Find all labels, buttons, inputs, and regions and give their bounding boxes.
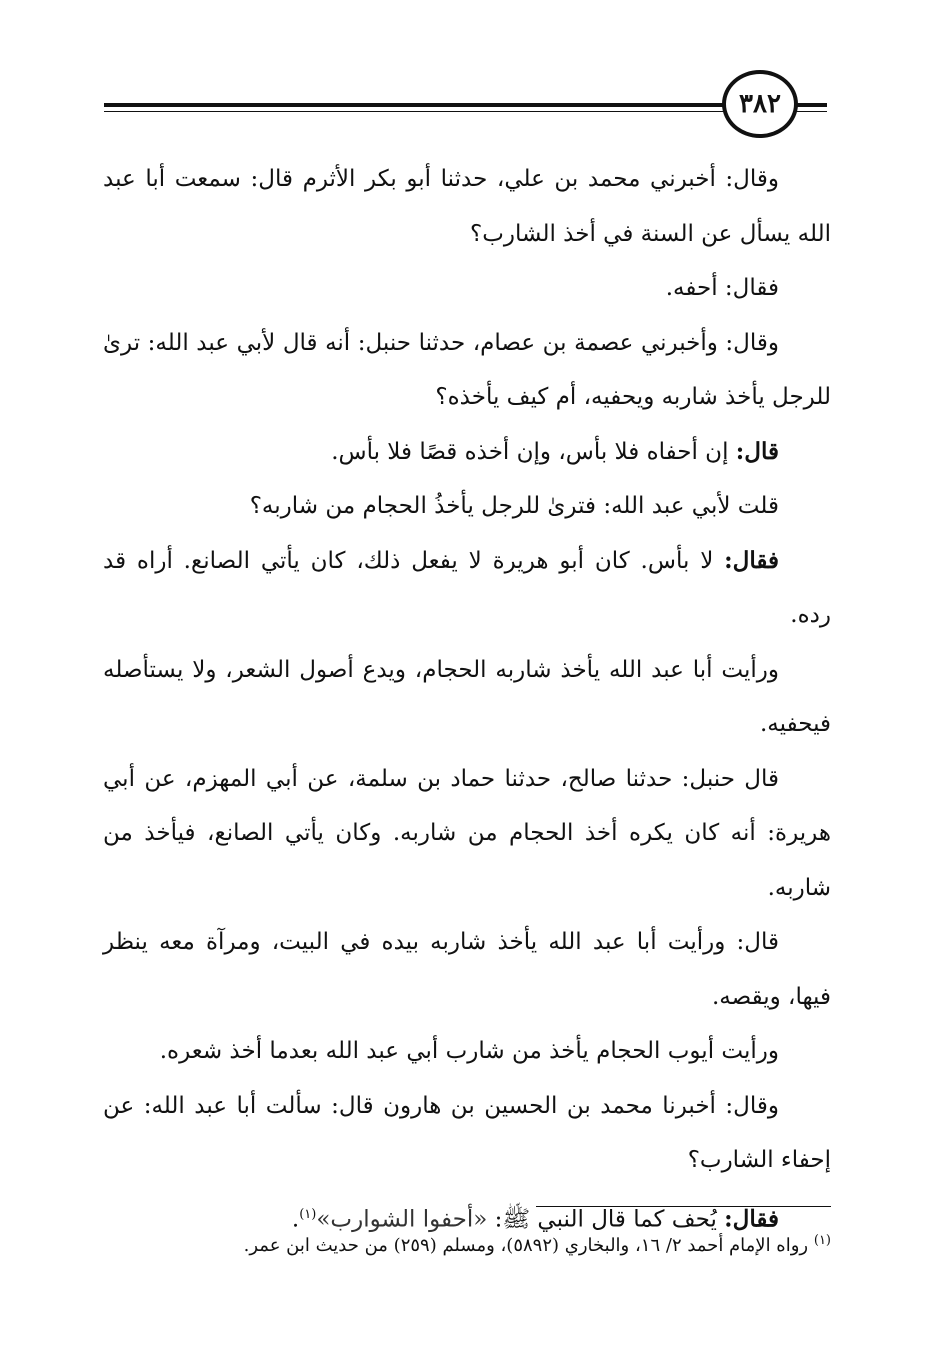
footnote-text: رواه الإمام أحمد ٢/ ١٦، والبخاري (٥٨٩٢)، ومسلم (٢٥٩) من حديث ابن عمر.: [243, 1235, 809, 1256]
speaker-label: فقال:: [724, 1205, 779, 1233]
paragraph: وقال: أخبرني محمد بن علي، حدثنا أبو بكر الأثرم قال: سمعت أبا عبد الله يسأل عن السنة في أخذ الشارب؟: [103, 166, 831, 247]
hadith-quote: «أحفوا الشوارب»: [316, 1206, 488, 1233]
header-rule-right-thick: [796, 103, 827, 107]
paragraph: وقال: أخبرنا محمد بن الحسين بن هارون قال: سألت أبا عبد الله: عن إحفاء الشارب؟: [103, 1092, 831, 1173]
page-number: [722, 70, 798, 138]
paragraph: ورأيت أبا عبد الله يأخذ شاربه الحجام، ويدع أصول الشعر، ولا يستأصله فيحفيه.: [103, 656, 831, 737]
paragraph: فقال: لا بأس. كان أبو هريرة لا يفعل ذلك، كان يأتي الصانع. أراه قد رده.: [103, 546, 831, 628]
paragraph: قال حنبل: حدثنا صالح، حدثنا حماد بن سلمة، عن أبي المهزم، عن أبي هريرة: أنه كان يكره أخذ الحجام من شاربه. وكان يأتي الصانع، فيأخذ من شاربه.: [103, 765, 831, 901]
main-text: [103, 152, 831, 1247]
paragraph: قال: إن أحفاه فلا بأس، وإن أخذه قصًا فلا بأس.: [331, 437, 779, 465]
paragraph: وقال: وأخبرني عصمة بن عصام، حدثنا حنبل: أنه قال لأبي عبد الله: ترىٰ للرجل يأخذ شاربه ويحفيه، أم كيف يأخذه؟: [103, 329, 831, 410]
speaker-label: فقال:: [724, 546, 779, 574]
paragraph: فقال: يُحف كما قال النبي ﷺ: «أحفوا الشوارب»$^{(١)}$.: [291, 1205, 779, 1233]
footnote: [103, 1226, 831, 1261]
header-rule-thin: [104, 111, 724, 112]
header-rule-thick: [104, 103, 724, 107]
header-rule-right-thin: [796, 111, 827, 112]
footnote-mark: (١): [813, 1233, 831, 1248]
footnote-separator: [536, 1206, 831, 1207]
paragraph: فقال: أحفه.: [665, 275, 779, 301]
paragraph: قلت لأبي عبد الله: فترىٰ للرجل يأخذُ الحجام من شاربه؟: [249, 493, 779, 519]
page-number-text: ٣٨٢: [739, 89, 781, 119]
paragraph: قال: ورأيت أبا عبد الله يأخذ شاربه بيده في البيت، ومرآة معه ينظر فيها، ويقصه.: [103, 929, 831, 1010]
footnote-reference[interactable]: (١): [299, 1206, 317, 1222]
speaker-label: قال:: [735, 437, 779, 465]
paragraph: ورأيت أيوب الحجام يأخذ من شارب أبي عبد الله بعدما أخذ شعره.: [159, 1038, 779, 1064]
